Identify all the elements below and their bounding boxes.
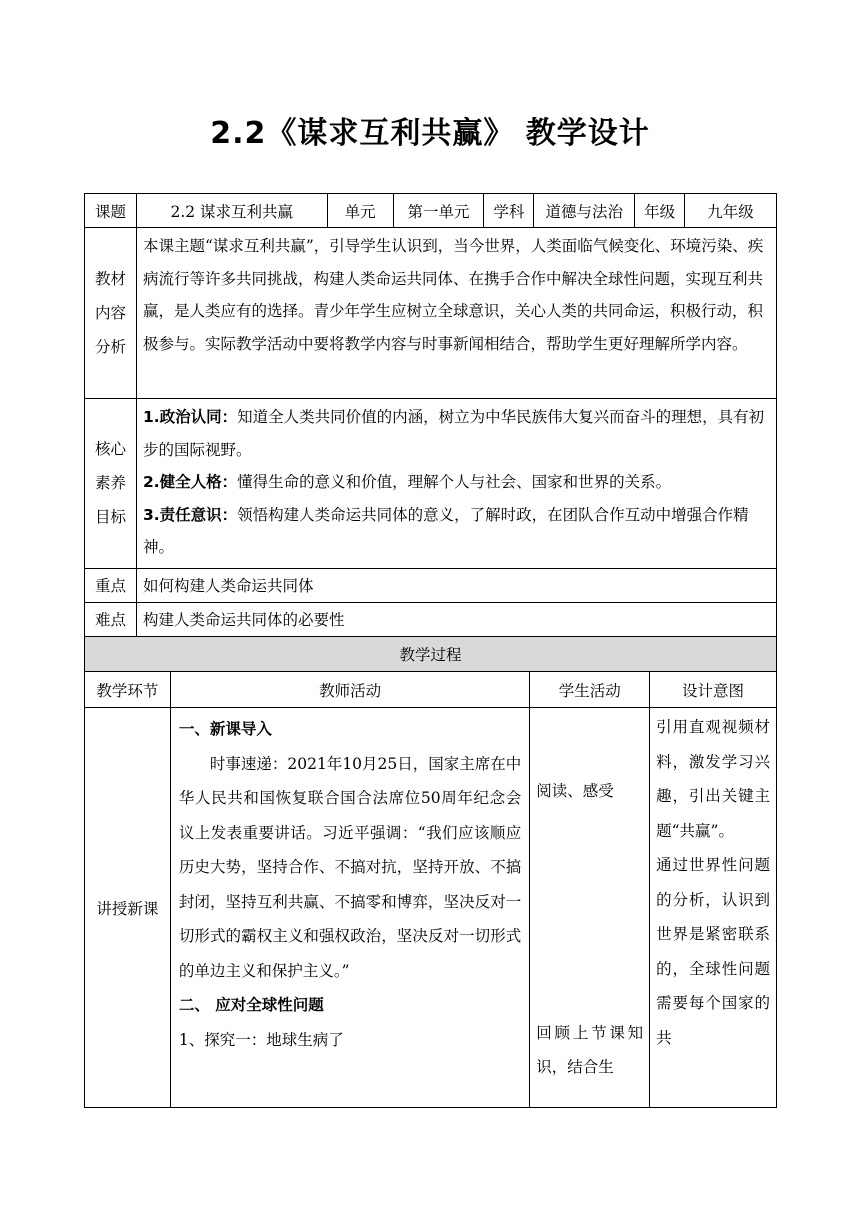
design-intent-1: 引用直观视频材料，激发学习兴趣，引出关键主题“共赢”。	[656, 718, 770, 840]
lesson-info-table	[84, 193, 777, 637]
info-row	[85, 194, 777, 228]
topic-label: 课题	[85, 194, 137, 228]
section1-text: 时事速递：2021年10月25日，国家主席在中华人民共和国恢复联合国合法席位50周年纪念会议上发表重要讲话。习近平强调：“我们应该顺应历史大势，坚持合作、不搞对抗，坚持开放、不搞封闭，坚持互利共赢、不搞零和博弈，坚决反对一切形式的霸权主义和强权政治，坚决反对一切形式的单边主义和保护主义。”	[178, 754, 522, 980]
goal-text: 领悟构建人类命运共同体的意义，了解时政，在团队合作互动中增强合作精神。	[142, 505, 749, 556]
goal-text: 知道全人类共同价值的内涵，树立为中华民族伟大复兴而奋斗的理想，具有初步的国际视野。	[142, 408, 765, 459]
goals-list	[136, 399, 776, 569]
key-point-row	[85, 568, 777, 602]
col-teacher: 教师活动	[170, 672, 529, 708]
goal-heading: 1.政治认同：	[142, 408, 238, 426]
topic-value: 2.2 谋求互利共赢	[136, 194, 327, 228]
process-header-row	[85, 637, 777, 672]
stage-cell: 讲授新课	[85, 708, 171, 1108]
analysis-row	[85, 228, 777, 399]
grade-value: 九年级	[685, 194, 777, 228]
analysis-text: 本课主题“谋求互利共赢”，引导学生认识到，当今世界，人类面临气候变化、环境污染、疾病流行等许多共同挑战，构建人类命运共同体、在携手合作中解决全球性问题，实现互利共赢，是人类应有的选择。青少年学生应树立全球意识，关心人类的共同命运，积极行动，积极参与。实际教学活动中要将教学内容与时事新闻相结合，帮助学生更好理解所学内容。	[136, 228, 776, 399]
difficult-point-row	[85, 602, 777, 636]
design-intent	[650, 708, 777, 1108]
col-design: 设计意图	[650, 672, 777, 708]
col-stage: 教学环节	[85, 672, 171, 708]
process-header: 教学过程	[85, 637, 777, 672]
goal-item	[143, 466, 772, 499]
col-student: 学生活动	[530, 672, 650, 708]
goal-heading: 2.健全人格：	[142, 473, 238, 491]
goal-item	[143, 499, 772, 564]
section2-title: 二、 应对全球性问题	[178, 996, 324, 1014]
difficult-point-text: 构建人类命运共同体的必要性	[136, 602, 776, 636]
difficult-point-label: 难点	[85, 602, 137, 636]
analysis-label: 教材内容分析	[85, 228, 137, 399]
goal-text: 懂得生命的意义和价值，理解个人与社会、国家和世界的关系。	[237, 473, 672, 491]
grade-label: 年级	[635, 194, 685, 228]
subject-label: 学科	[484, 194, 534, 228]
goals-row	[85, 399, 777, 569]
goal-item	[143, 401, 772, 466]
goals-label: 核心素养目标	[85, 399, 137, 569]
page-title: 2.2《谋求互利共赢》 教学设计	[210, 116, 650, 151]
design-intent-2: 通过世界性问题的分析，认识到世界是紧密联系的，全球性问题需要每个国家的共	[656, 856, 770, 1047]
key-point-label: 重点	[85, 568, 137, 602]
student-activity	[530, 708, 650, 1108]
key-point-text: 如何构建人类命运共同体	[136, 568, 776, 602]
section1-title: 一、新课导入	[178, 720, 272, 738]
teaching-process-table	[84, 636, 777, 1108]
process-body-row	[85, 708, 777, 1108]
goal-heading: 3.责任意识：	[142, 505, 238, 524]
student-activity-1: 阅读、感受	[536, 782, 614, 800]
process-columns-row	[85, 672, 777, 708]
teacher-activity	[170, 708, 529, 1108]
inquiry1: 1、探究一：地球生病了	[178, 1030, 344, 1049]
unit-value: 第一单元	[393, 194, 484, 228]
student-activity-2: 回顾上节课知识，结合生	[536, 1023, 644, 1076]
subject-value: 道德与法治	[534, 194, 635, 228]
unit-label: 单元	[327, 194, 393, 228]
